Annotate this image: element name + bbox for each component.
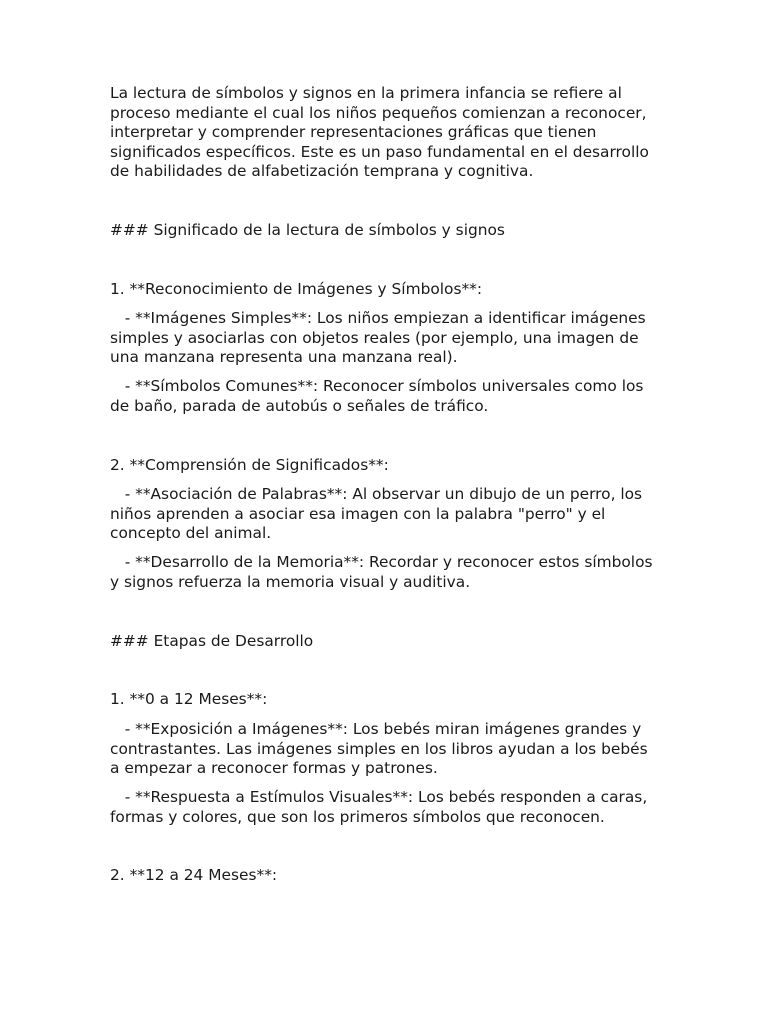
- list-subitem-desarrollo-memoria: - **Desarrollo de la Memoria**: Recordar y reconocer estos símbolos y signos refuerza la memoria visual y auditiva.: [110, 553, 653, 591]
- list-item-reconocimiento-title: 1. **Reconocimiento de Imágenes y Símbolos**:: [110, 280, 483, 298]
- stage-item-12-24-title: 2. **12 a 24 Meses**:: [110, 866, 278, 884]
- list-item-comprension-title: 2. **Comprensión de Significados**:: [110, 456, 389, 474]
- list-subitem-simbolos-comunes: - **Símbolos Comunes**: Reconocer símbolos universales como los de baño, parada de autobús o señales de tráfico.: [110, 377, 644, 415]
- intro-paragraph: La lectura de símbolos y signos en la primera infancia se refiere al proceso mediante el cual los niños pequeños comienzan a reconocer, interpretar y comprender representaciones gráficas que tienen significados específicos. Este es un paso fundamental en el desarrollo de habilidades de alfabetización temprana y cognitiva.: [110, 84, 649, 180]
- stage-subitem-exposicion-imagenes: - **Exposición a Imágenes**: Los bebés miran imágenes grandes y contrastantes. Las imágenes simples en los libros ayudan a los bebés a empezar a reconocer formas y patrones.: [110, 720, 648, 777]
- list-subitem-imagenes-simples: - **Imágenes Simples**: Los niños empiezan a identificar imágenes simples y asociarlas con objetos reales (por ejemplo, una imagen de una manzana representa una manzana real).: [110, 309, 646, 366]
- stage-item-0-12-title: 1. **0 a 12 Meses**:: [110, 690, 268, 708]
- section-heading-etapas: ### Etapas de Desarrollo: [110, 632, 314, 650]
- list-subitem-asociacion-palabras: - **Asociación de Palabras**: Al observar un dibujo de un perro, los niños aprenden a asociar esa imagen con la palabra "perro" y el concepto del animal.: [110, 485, 643, 542]
- section-heading-significado: ### Significado de la lectura de símbolos y signos: [110, 221, 505, 239]
- stage-subitem-respuesta-estimulos: - **Respuesta a Estímulos Visuales**: Los bebés responden a caras, formas y colores, que son los primeros símbolos que reconocen.: [110, 788, 648, 826]
